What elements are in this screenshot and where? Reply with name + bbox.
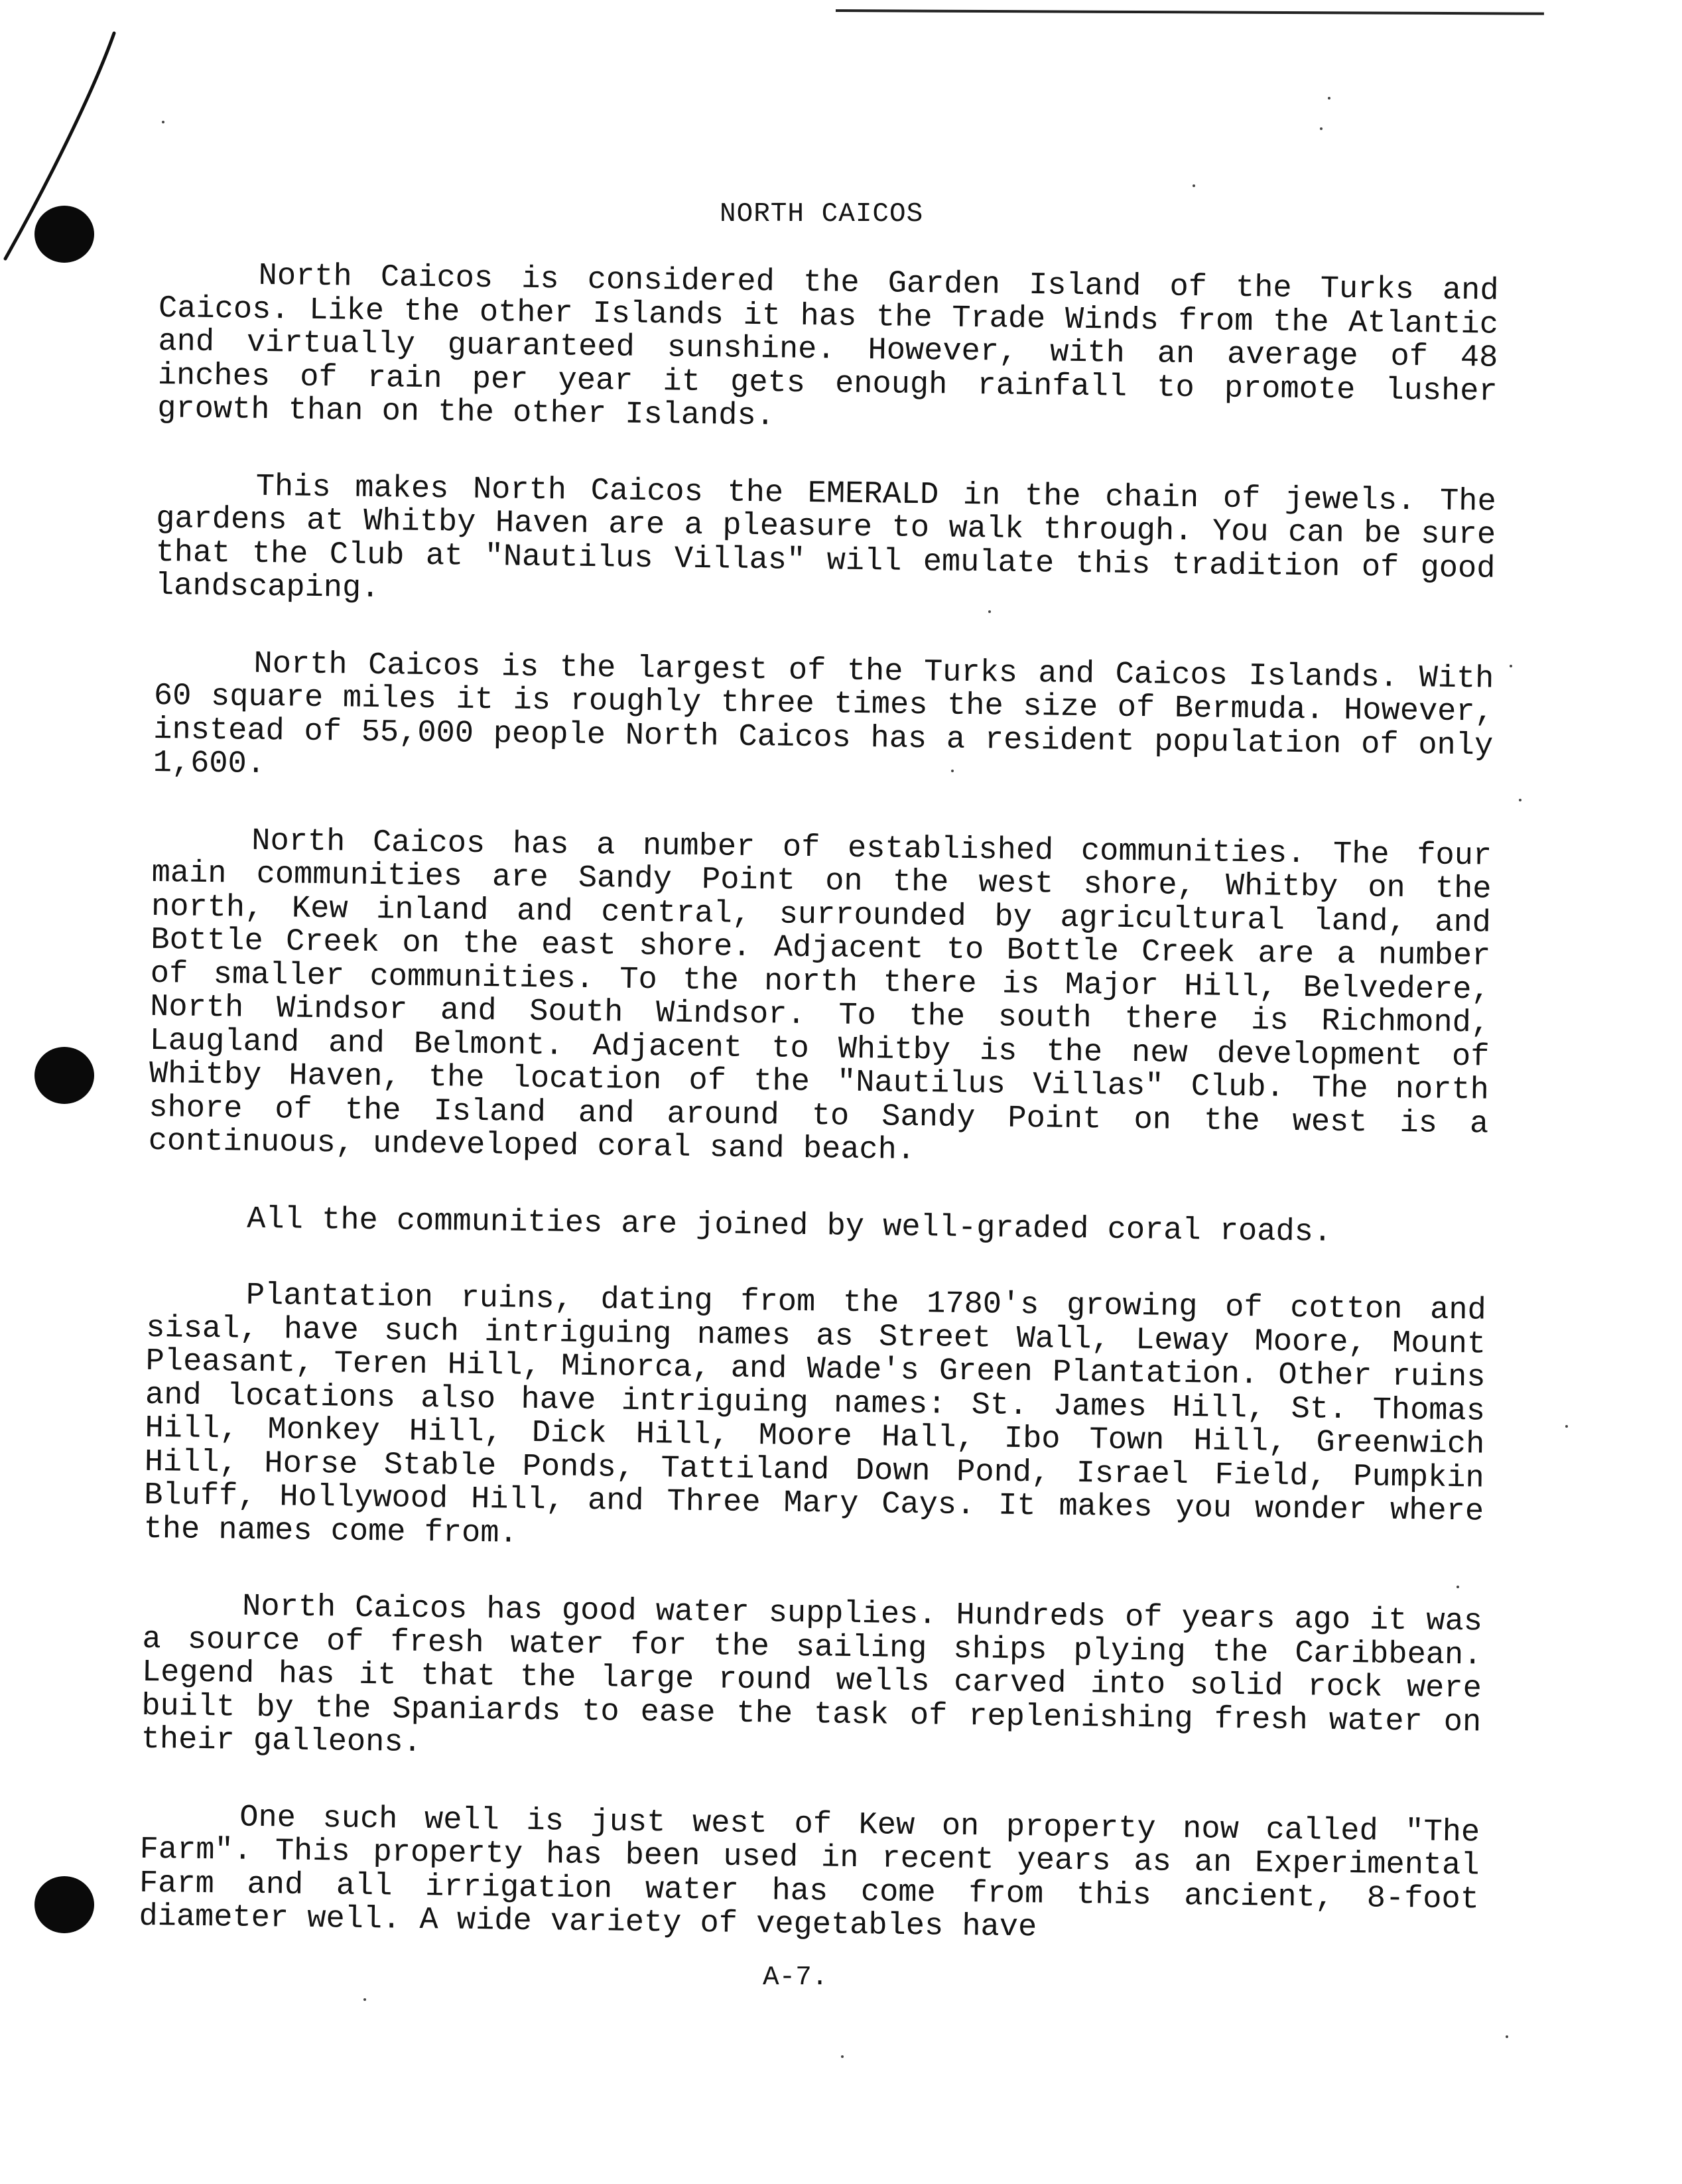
scan-speck: [1328, 97, 1330, 100]
punch-hole: [34, 1047, 94, 1104]
document-body: [138, 259, 1498, 1994]
scan-speck: [1320, 127, 1323, 130]
paragraph-water-supplies: North Caicos has good water supplies. Hundreds of years ago it was a source of fresh water for the sailing ships plying the Caribbean. Legend has it that the large round wells carved into solid rock were built by the Spaniards to ease the task of replenishing fresh water on their galleons.: [141, 1589, 1483, 1761]
paragraph-the-farm: One such well is just west of Kew on property now called "The Farm". This property has been used in recent years as an Experimental Farm and all irrigation water has come from this ancient, 8-foot diameter well. A wide variety of vegetables have: [139, 1800, 1480, 1946]
scan-speck: [1519, 799, 1521, 801]
punch-hole: [34, 206, 94, 263]
scan-speck: [1565, 1425, 1568, 1428]
scan-speck: [1193, 184, 1195, 187]
scan-speck: [1510, 665, 1512, 667]
top-rule: [836, 9, 1544, 15]
page-title: NORTH CAICOS: [720, 199, 924, 230]
punch-hole: [34, 1876, 94, 1933]
scan-speck: [1506, 2035, 1508, 2038]
paragraph-communities: North Caicos has a number of established communities. The four main communities are Sandy Point on the west shore, Whitby on the north, Kew inland and central, surrounded by agricultural land, and Bottle Creek on the east shore. Adjacent to Bottle Creek are a number of smaller communities. To the north there is Major Hill, Belvedere, North Windsor and South Windsor. To the south there is Richmond, Laugland and Belmont. Adjacent to Whitby is the new development of Whitby Haven, the location of the "Nautilus Villas" Club. The north shore of the Island and around to Sandy Point on the west is a continuous, undeveloped coral sand beach.: [148, 823, 1492, 1169]
scan-speck: [841, 2055, 844, 2058]
paragraph-garden-island: North Caicos is considered the Garden Island of the Turks and Caicos. Like the other Islands it has the Trade Winds from the Atlantic and virtually guaranteed sunshine. However, with an average of 48 inches of rain per year it gets enough rainfall to promote lusher growth than on the other Islands.: [157, 258, 1499, 435]
paragraph-coral-roads: All the communities are joined by well-graded coral roads.: [246, 1201, 1332, 1251]
scan-speck: [363, 1998, 366, 2001]
scan-speck: [162, 121, 164, 123]
paragraph-largest-island: North Caicos is the largest of the Turks and Caicos Islands. With 60 square miles it is roughly three times the size of Bermuda. However, instead of 55,000 people North Caicos has a resident population of only 1,600.: [153, 646, 1494, 783]
paragraph-plantation-ruins: Plantation ruins, dating from the 1780's growing of cotton and sisal, have such intriguing names as Street Wall, Leway Moore, Mount Pleasant, Teren Hill, Minorca, and Wade's Green Plantation. Other ruins and locations also have intriguing names: St. James Hill, St. Thomas Hill, Monkey Hill, Dick Hill, Moore Hall, Ibo Town Hill, Greenwich Hill, Horse Stable Ponds, Tattiland Down Pond, Israel Field, Pumpkin Bluff, Hollywood Hill, and Three Mary Cays. It makes you wonder where the names come from.: [143, 1278, 1487, 1552]
page-number: A-7.: [763, 1962, 828, 1993]
paragraph-emerald: This makes North Caicos the EMERALD in the chain of jewels. The gardens at Whitby Haven are a pleasure to walk through. You can be sure that the Club at "Nautilus Villas" will emulate this tradition of good landscaping.: [155, 469, 1496, 607]
